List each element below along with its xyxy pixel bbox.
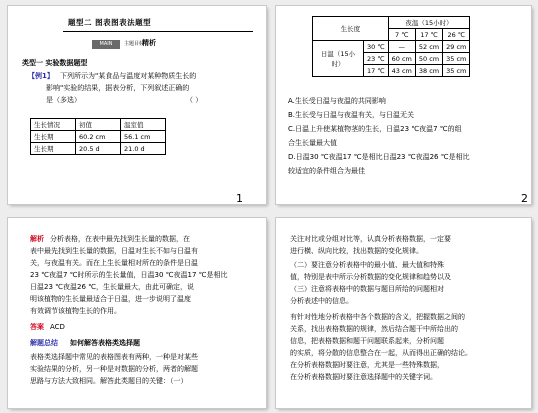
- answer-value: ACD: [50, 323, 65, 331]
- analysis-line: 有效调节该植物生长的作用。: [30, 307, 121, 315]
- table-cell: 23 ℃: [364, 53, 389, 65]
- table-cell: —: [388, 41, 415, 53]
- method-line: 表格类选择题中常见的表格图表有两种，一种是对某些: [30, 353, 198, 361]
- table-cell: 60 cm: [388, 53, 415, 65]
- main-points-badge: MAIN POINTS: [92, 40, 120, 49]
- table-row-group-cell: 日温（15小时）: [313, 41, 364, 77]
- table-row: [31, 131, 166, 143]
- table-cell: 50 cm: [415, 53, 442, 65]
- option-line: C.日温上升使某植物茎的生长，日温23 ℃夜温7 ℃的组: [288, 125, 462, 133]
- slide-1-thumbnail[interactable]: [8, 6, 266, 204]
- table-row: [31, 143, 166, 155]
- table-cell: 35 cm: [443, 65, 470, 77]
- badge-subtitle: 主题目标: [124, 41, 145, 47]
- method-line: 思路与方法大致相同。解答此类题目的关键：（一）: [30, 377, 188, 385]
- temperature-table: [312, 16, 470, 77]
- badge-label: 精析: [142, 39, 156, 47]
- text-line: 有针对性地分析表格中各个数据的含义，把握数据之间的: [290, 313, 465, 321]
- text-line: （三）注意将表格中的数据与题目所给的问题相对: [290, 285, 444, 293]
- table-header-cell: 7 ℃: [388, 29, 415, 41]
- type-heading: 类型一 实验数据题型: [22, 59, 88, 67]
- table-cell: 生长期: [31, 131, 76, 143]
- question-line: 影响"实验的结果，据表分析，下列叙述正确的: [46, 84, 190, 92]
- table-header-cell: 17 ℃: [415, 29, 442, 41]
- table-cell: 17 ℃: [364, 65, 389, 77]
- method-tag: 解题总结: [30, 339, 58, 347]
- analysis-line: 表中最先找到生长量的数据，日温对生长不如与日温有: [30, 247, 198, 255]
- table-cell: 30 ℃: [364, 41, 389, 53]
- table-cell: 60.2 cm: [76, 131, 121, 143]
- method-line: 实验结果的分析，另一种是对数据的分析，两者的解题: [30, 365, 198, 373]
- table-header-cell: 26 ℃: [443, 29, 470, 41]
- table-cell: 38 cm: [415, 65, 442, 77]
- text-line: 关系，找出表格数据的规律，然后结合题干中所给出的: [290, 325, 458, 333]
- table-cell: 生长期: [31, 143, 76, 155]
- answer-blank: （ ）: [186, 96, 203, 104]
- example-tag: 【例1】: [28, 72, 54, 80]
- slide-number: 1: [236, 192, 243, 205]
- table-cell: 温室值: [121, 119, 166, 131]
- table-cell: 生长情况: [31, 119, 76, 131]
- table-cell: 52 cm: [415, 41, 442, 53]
- table-cell: 43 cm: [388, 65, 415, 77]
- data-table: [30, 118, 166, 155]
- text-line: 进行横、纵向比较，找出数据的变化规律。: [290, 247, 423, 255]
- analysis-tag: 解析: [30, 235, 44, 243]
- table-header-cell: 夜温（15小时）: [388, 17, 470, 29]
- text-line: 在分析表格数据时要注意选择题中的关键字词。: [290, 373, 437, 381]
- text-line: 值，特别是表中所示分析数据的变化规律和趋势以及: [290, 273, 451, 281]
- table-cell: 初值: [76, 119, 121, 131]
- slide-2-thumbnail[interactable]: [276, 6, 531, 204]
- answer-tag: 答案: [30, 323, 44, 331]
- question-line: 下列所示为"某食品与温度对某种物质生长的: [60, 72, 197, 80]
- table-cell: 21.0 d: [121, 143, 166, 155]
- text-line: 信息，把表格数据和题干问题联系起来，分析问题: [290, 337, 444, 345]
- analysis-line: 23 ℃夜温7 ℃时所示的生长量值，日温30 ℃夜温17 ℃是相比: [30, 271, 228, 279]
- option-line: 合生长量最大值: [288, 139, 337, 147]
- slide-number: 2: [521, 192, 528, 205]
- text-line: （二）要注意分析表格中的最小值、最大值和特殊: [290, 261, 444, 269]
- title-underline: [63, 31, 253, 32]
- option-line: A.生长受日温与夜温的共同影响: [288, 97, 386, 105]
- analysis-line: 明该植物的生长量最适合于日温，进一步说明了温度: [30, 295, 191, 303]
- slide-3-thumbnail[interactable]: [8, 218, 266, 408]
- method-title: 如何解答表格类选择题: [70, 339, 140, 347]
- text-line: 分析表述中的信息。: [290, 297, 353, 305]
- slide-4-thumbnail[interactable]: [276, 218, 531, 408]
- slide-topic-title: 题型二 图表图表法题型: [68, 18, 152, 27]
- text-line: 在分析表格数据时要注意，尤其是一些特殊数据，: [290, 361, 444, 369]
- option-line: 较适宜的条件组合为最佳: [288, 167, 365, 175]
- text-line: 关注对比或分组对比等，认真分析表格数据，一定要: [290, 235, 451, 243]
- table-row: [313, 17, 470, 29]
- table-cell: 35 cm: [443, 53, 470, 65]
- analysis-line: 日温23 ℃夜温26 ℃，生长量最大，由此可确定，说: [30, 283, 194, 291]
- table-row: [31, 119, 166, 131]
- text-line: 的实质，将分散的信息整合在一起，从而得出正确的结论。: [290, 349, 472, 357]
- table-row: [313, 41, 470, 53]
- table-header-cell: 生长度: [313, 17, 389, 41]
- option-line: B.生长受与日温与夜温有关，与日温无关: [288, 111, 415, 119]
- analysis-line: 关，与夜温有关。而在上生长量相对所在的条件是日温: [30, 259, 198, 267]
- option-line: D.日温30 ℃夜温17 ℃是相比日温23 ℃夜温26 ℃是相比: [288, 153, 470, 161]
- table-cell: 56.1 cm: [121, 131, 166, 143]
- question-line: 是（多选）: [46, 96, 81, 104]
- table-cell: 29 cm: [443, 41, 470, 53]
- analysis-line: 分析表格，在表中最先找到生长量的数据，在: [50, 235, 190, 243]
- table-cell: 20.5 d: [76, 143, 121, 155]
